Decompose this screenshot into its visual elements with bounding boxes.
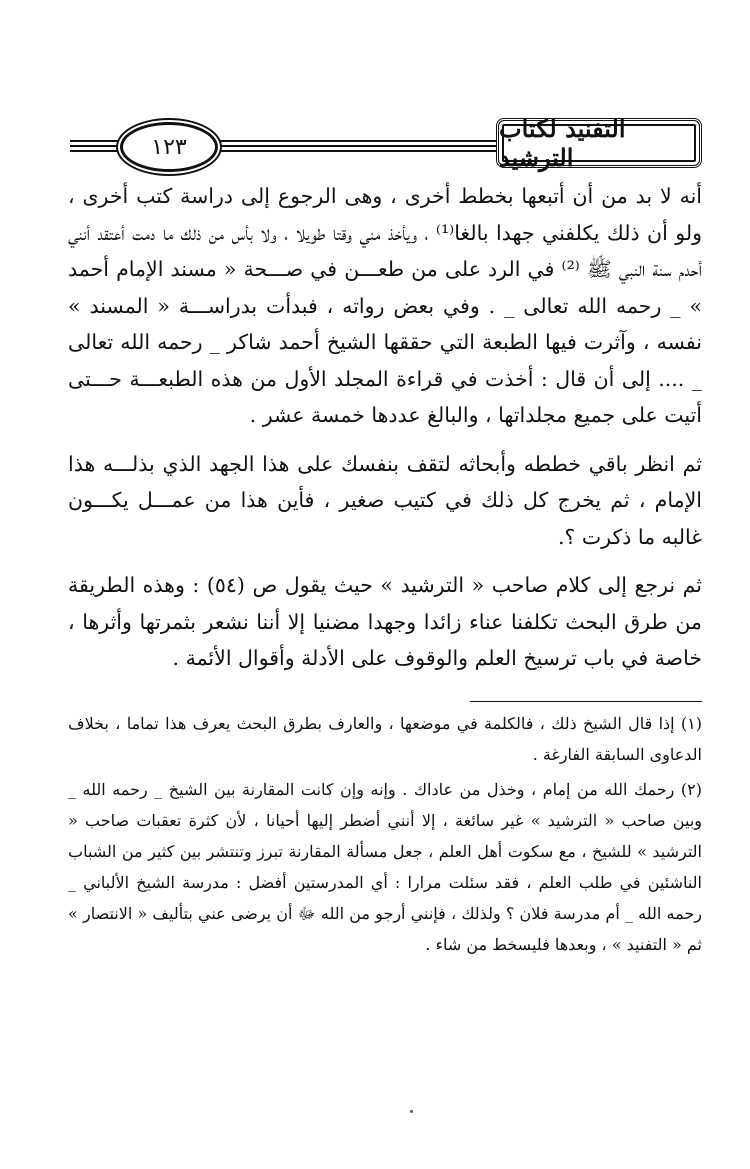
running-title: التفنيد لكتاب الترشيد <box>496 118 702 168</box>
header-rule <box>210 140 497 142</box>
header-rule <box>70 150 128 152</box>
footnote: (١) إذا قال الشيخ ذلك ، فالكلمة في موضعها ، والعارف بطرق البحث يعرف هذا تماما ، بخلاف الدعاوى السابقة الفارغة . <box>68 714 702 764</box>
page-header <box>70 112 702 176</box>
footnote: (٢) رحمك الله من إمام ، وخذل من عاداك . وإنه وإن كانت المقارنة بين الشيخ _ رحمه الله _ وبين صاحب « الترشيد » غير سائغة ، إلا أنني أضطر إليها أحيانا ، لأن كثرة تعقبات صاحب « الترشيد » للشيخ ، مع سكوت أهل العلم ، جعل مسألة المقارنة تبرز وتنتشر بين كثير من الشباب الناشئين في طلب العلم ، فقد سئلت مرارا : أي المدرستين أفضل : مدرسة الشيخ الألباني _ رحمه الله _ أم مدرسة فلان ؟ ولذلك ، فإنني أرجو من الله ﷻ أن يرضى عني بتأليف « الانتصار » ثم « التفنيد » ، وبعدها فليسخط من شاء . <box>68 780 703 954</box>
scan-speck <box>410 1110 413 1113</box>
header-rule <box>70 140 128 142</box>
paragraph: ثم نرجع إلى كلام صاحب « الترشيد » حيث يقول ص (٥٤) : وهذه الطريقة من طرق البحث تكلفنا عناء زائدا وجهدا مضنيا إلا أننا نشعر بثمرتها وأثرها ، خاصة في باب ترسيخ العلم والوقوف على الأدلة وأقوال الأئمة . <box>68 573 702 670</box>
footnote-separator <box>470 701 702 702</box>
page-number: ١٢٣ <box>120 122 218 172</box>
footnotes <box>68 708 702 964</box>
paragraph: ثم انظر باقي خططه وأبحاثه لتقف بنفسك على هذا الجهد الذي بذلـــه هذا الإمام ، ثم يخرج كل ذلك في كتيب صغير ، فأين هذا من عمـــل يكـــون غالبه ما ذكرت ؟. <box>68 451 702 549</box>
header-rule <box>210 145 497 147</box>
main-text <box>68 178 702 689</box>
header-rule <box>210 150 497 152</box>
paragraph: أنه لا بد من أن أتبعها بخطط أخرى ، وهى الرجوع إلى دراسة كتب أخرى ، ولو أن ذلك يكلفني جهدا بالغا⁽¹⁾ ، ويأخذ مني وقتا طويلا ، ولا بأس من ذلك ما دمت أعتقد أنني أحدم سنة النبي ﷺ ⁽²⁾ في الرد على من طعـــن في صـــحة « مسند الإمام أحمد » _ رحمه الله تعالى _ . وفي بعض رواته ، فبدأت بدراســـة « المسند » نفسه ، وآثرت فيها الطبعة التي حققها الشيخ أحمد شاكر _ رحمه الله تعالى _ .... إلى أن قال : أخذت في قراءة المجلد الأول من هذه الطبعـــة حـــتى أتيت على جميع مجلداتها ، والبالغ عددها خمسة عشر . <box>68 184 702 427</box>
